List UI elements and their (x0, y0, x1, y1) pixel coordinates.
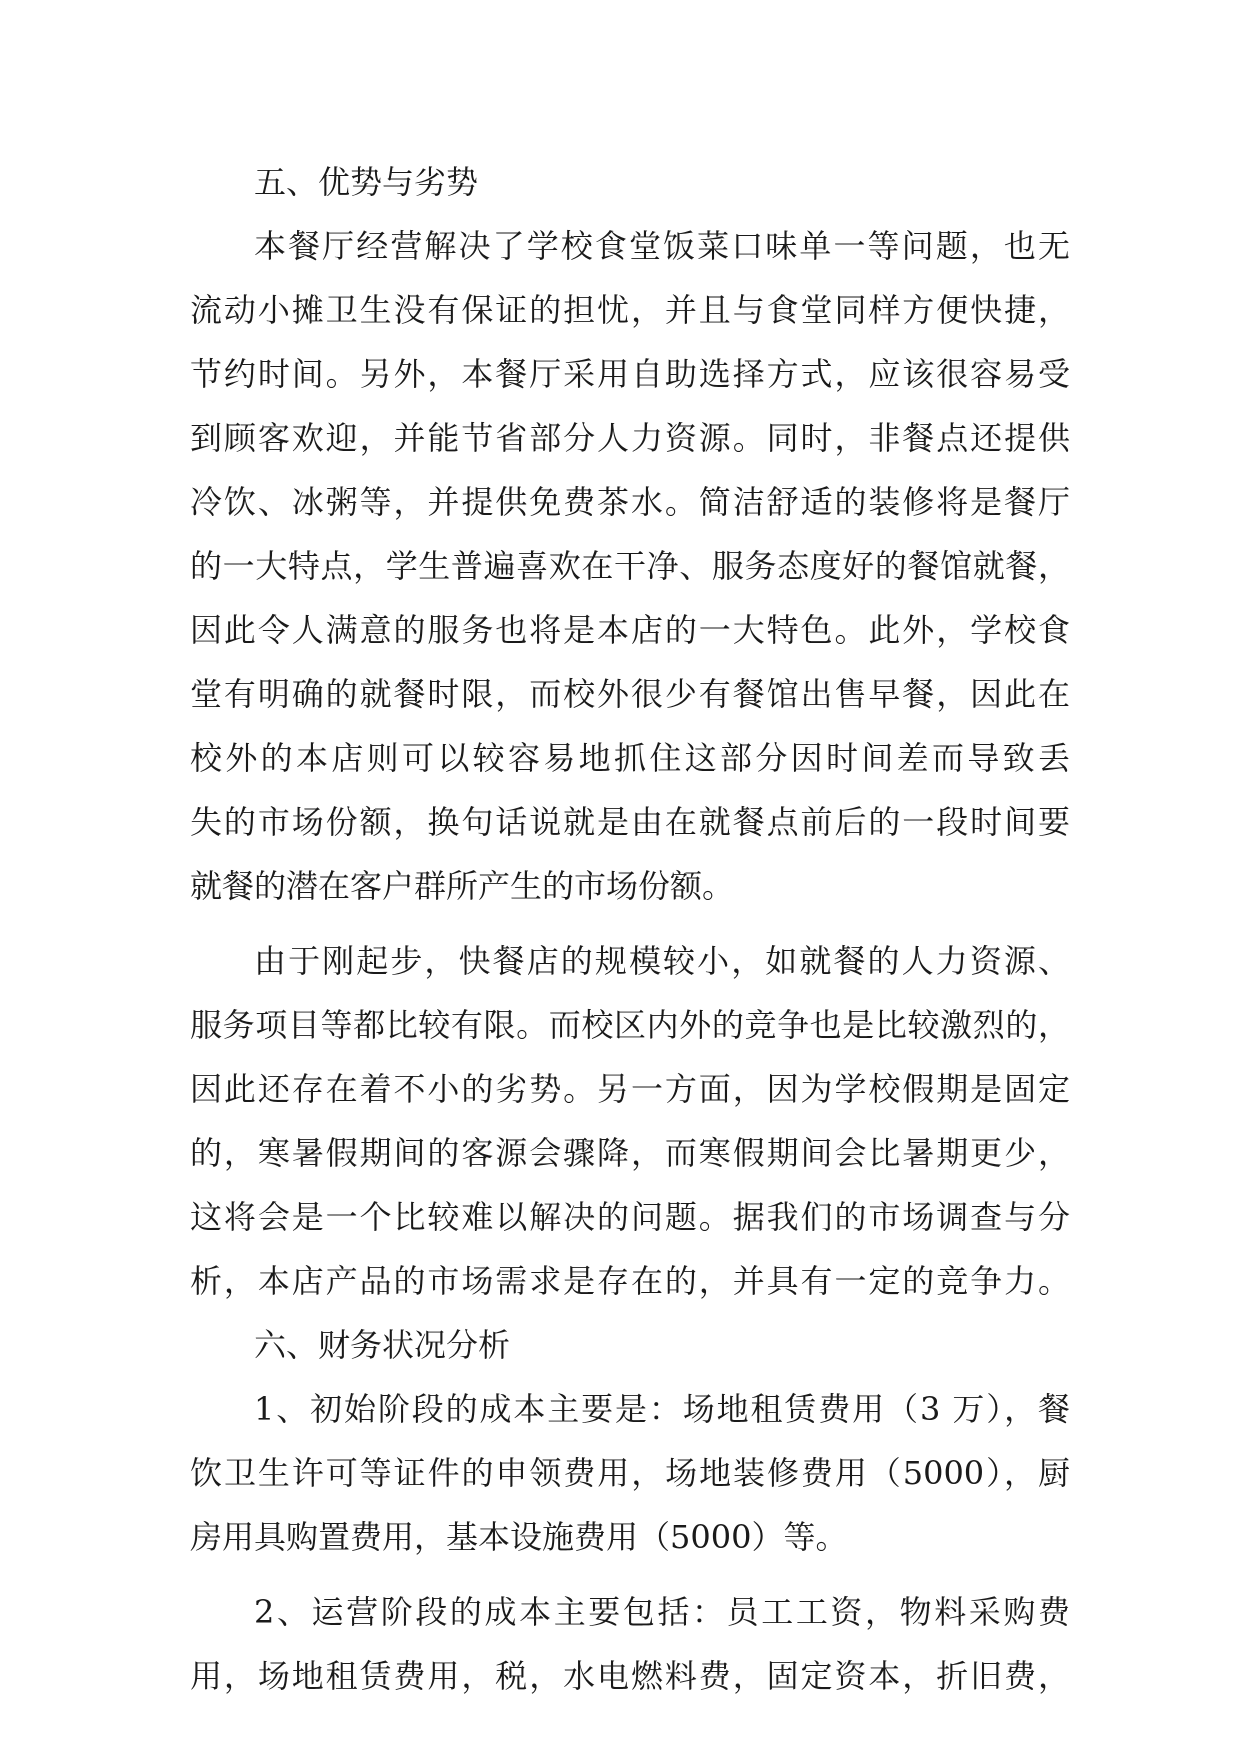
text-line: 因此还存在着不小的劣势。另一方面，因为学校假期是固定 (190, 1070, 1070, 1108)
text-line: 1、初始阶段的成本主要是：场地租赁费用（3 万），餐 (254, 1390, 1070, 1428)
text-line: 本餐厅经营解决了学校食堂饭菜口味单一等问题，也无 (254, 227, 1070, 265)
text-line: 饮卫生许可等证件的申领费用，场地装修费用（5000），厨 (190, 1454, 1070, 1492)
text-line: 的，寒暑假期间的客源会骤降，而寒假期间会比暑期更少， (190, 1134, 1070, 1172)
text-line: 流动小摊卫生没有保证的担忧，并且与食堂同样方便快捷， (190, 291, 1070, 329)
text-line: 节约时间。另外，本餐厅采用自助选择方式，应该很容易受 (190, 355, 1070, 393)
text-line: 就餐的潜在客户群所产生的市场份额。 (190, 867, 735, 905)
text-line: 用，场地租赁费用，税，水电燃料费，固定资本，折旧费， (190, 1657, 1070, 1695)
text-line: 由于刚起步，快餐店的规模较小，如就餐的人力资源、 (254, 942, 1070, 980)
text-line: 校外的本店则可以较容易地抓住这部分因时间差而导致丢 (190, 739, 1070, 777)
text-line: 析，本店产品的市场需求是存在的，并具有一定的竞争力。 (190, 1262, 1070, 1300)
text-line: 失的市场份额，换句话说就是由在就餐点前后的一段时间要 (190, 803, 1070, 841)
text-line: 六、财务状况分析 (254, 1326, 511, 1364)
text-line: 的一大特点，学生普遍喜欢在干净、服务态度好的餐馆就餐， (190, 547, 1070, 585)
text-line: 因此令人满意的服务也将是本店的一大特色。此外，学校食 (190, 611, 1070, 649)
text-line: 服务项目等都比较有限。而校区内外的竞争也是比较激烈的， (190, 1006, 1070, 1044)
text-line: 2、运营阶段的成本主要包括：员工工资，物料采购费 (254, 1593, 1070, 1631)
text-line: 堂有明确的就餐时限，而校外很少有餐馆出售早餐，因此在 (190, 675, 1070, 713)
text-line: 房用具购置费用，基本设施费用（5000）等。 (190, 1518, 848, 1556)
text-line: 五、优势与劣势 (254, 163, 479, 201)
text-line: 到顾客欢迎，并能节省部分人力资源。同时，非餐点还提供 (190, 419, 1070, 457)
text-line: 这将会是一个比较难以解决的问题。据我们的市场调查与分 (190, 1198, 1070, 1236)
text-line: 冷饮、冰粥等，并提供免费茶水。简洁舒适的装修将是餐厅 (190, 483, 1070, 521)
